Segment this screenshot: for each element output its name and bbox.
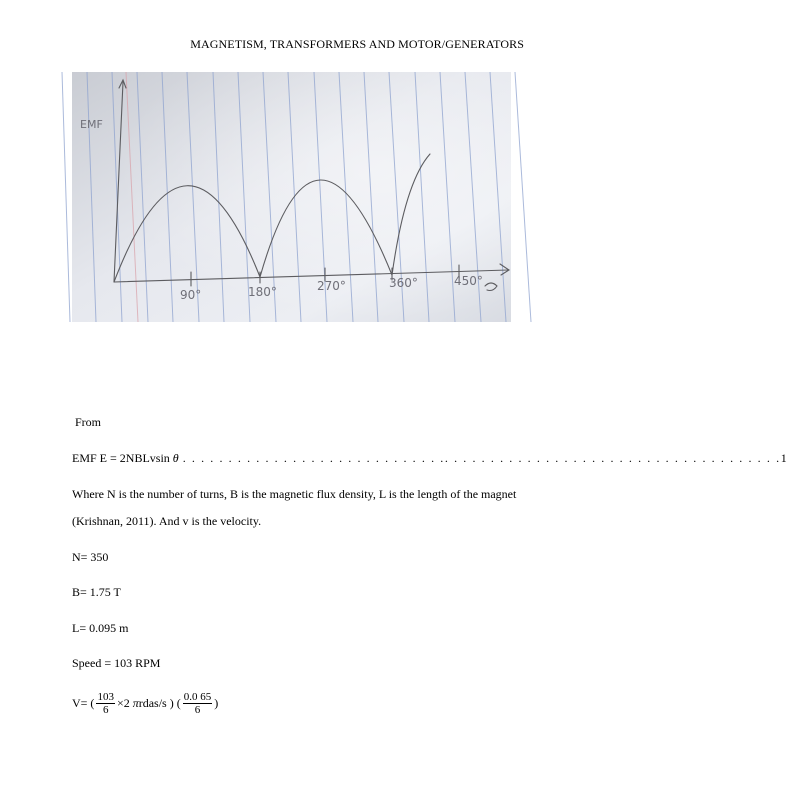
fraction-1-numerator: 103 bbox=[97, 691, 114, 703]
emf-equation bbox=[72, 451, 787, 466]
velocity-units: rdas/s ) ( bbox=[138, 696, 181, 710]
emf-equation-lhs: EMF E = 2NBLvsin bbox=[72, 451, 170, 465]
pi-symbol: π bbox=[132, 696, 139, 710]
definition-paragraph-line-1: Where N is the number of turns, B is the magnetic flux density, L is the length of the magnet bbox=[72, 487, 517, 501]
emf-axis-label: EMF bbox=[80, 118, 103, 131]
tick-label-360: 360° bbox=[389, 276, 418, 290]
fraction-2 bbox=[183, 691, 213, 716]
velocity-multiplier: ×2 bbox=[116, 696, 130, 710]
equation-leader-dots: . . . . . . . . . . . . . . . . . . . . . . . . . . . . .. . . . . . . . . . . . . . . . . . . . . . . . . . . . . . . . . . . . . bbox=[182, 451, 781, 465]
running-header: MAGNETISM, TRANSFORMERS AND MOTOR/GENERATORS bbox=[190, 37, 524, 51]
length-value: L= 0.095 m bbox=[72, 621, 129, 635]
equation-number: 1 bbox=[780, 451, 787, 465]
tick-label-270: 270° bbox=[317, 279, 346, 293]
fraction-2-denominator: 6 bbox=[194, 704, 201, 716]
definition-paragraph-line-2: (Krishnan, 2011). And v is the velocity. bbox=[72, 514, 262, 528]
fraction-1 bbox=[96, 691, 115, 716]
emf-sketch-photo bbox=[72, 72, 511, 322]
tick-label-180: 180° bbox=[248, 285, 277, 299]
flux-density-value: B= 1.75 T bbox=[72, 585, 121, 599]
velocity-equation bbox=[72, 691, 218, 716]
tick-label-90: 90° bbox=[180, 288, 202, 302]
theta-symbol: θ bbox=[172, 451, 179, 465]
from-text: From bbox=[75, 415, 102, 429]
velocity-suffix: ) bbox=[214, 696, 219, 710]
tick-label-450: 450° bbox=[454, 274, 483, 288]
turns-value: N= 350 bbox=[72, 550, 109, 564]
velocity-prefix: V= ( bbox=[72, 696, 95, 710]
fraction-2-numerator: 0.0 65 bbox=[183, 691, 212, 703]
fraction-1-denominator: 6 bbox=[102, 704, 109, 716]
speed-value: Speed = 103 RPM bbox=[72, 656, 161, 670]
